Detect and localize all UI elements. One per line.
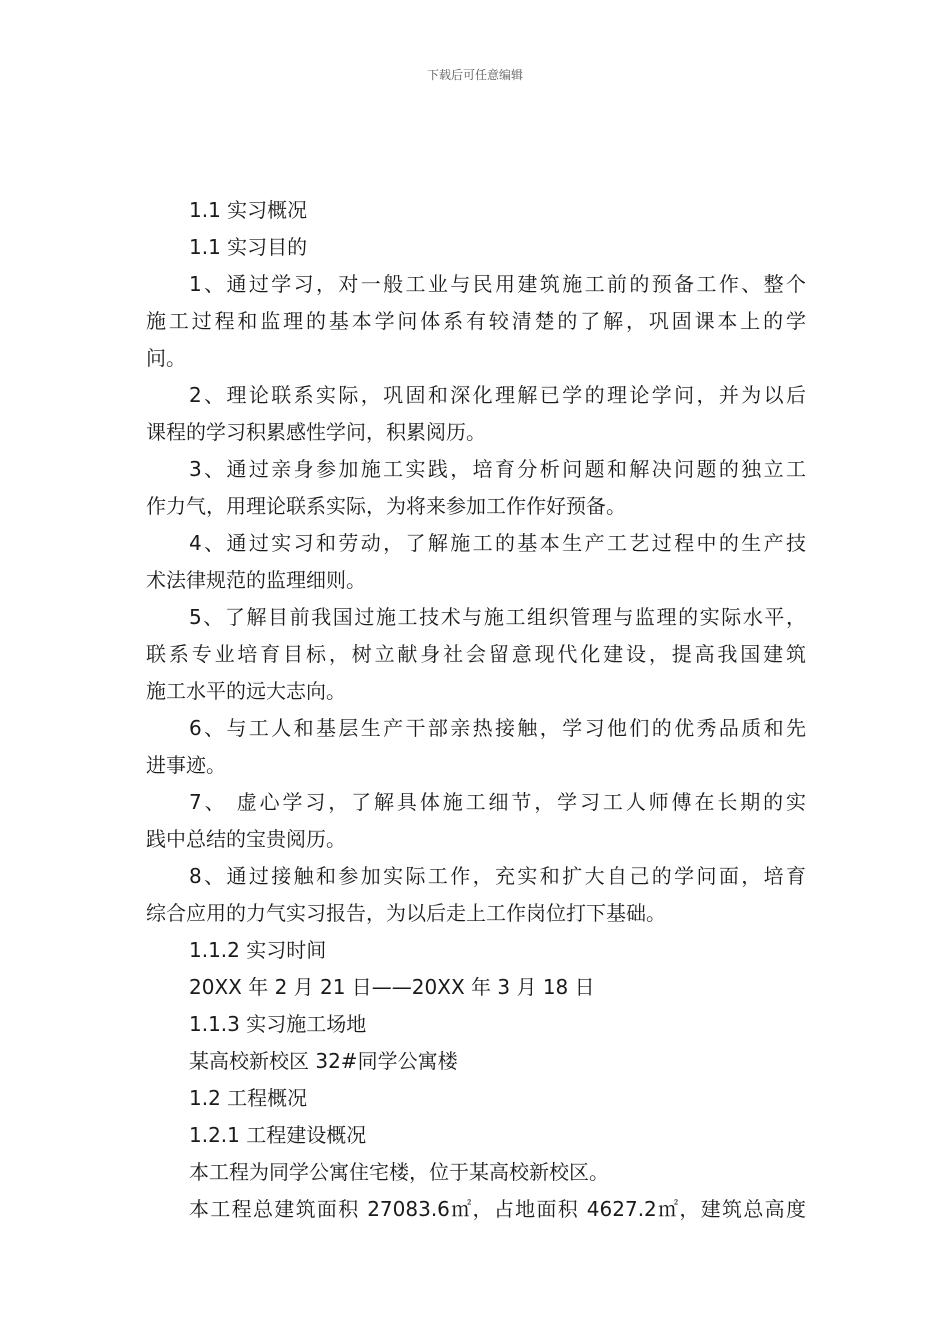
paragraph-line: 施工过程和监理的基本学问体系有较清楚的了解，巩固课本上的学 [146, 309, 806, 333]
paragraph-line: 1、通过学习，对一般工业与民用建筑施工前的预备工作、整个 [189, 272, 806, 296]
paragraph-line: 作力气，用理论联系实际，为将来参加工作作好预备。 [146, 494, 626, 518]
paragraph-line: 2、理论联系实际，巩固和深化理解已学的理论学问，并为以后 [189, 383, 806, 407]
paragraph-line: 践中总结的宝贵阅历。 [146, 827, 346, 851]
paragraph-line: 术法律规范的监理细则。 [146, 568, 366, 592]
section-heading: 1.2.1 工程建设概况 [189, 1123, 367, 1147]
paragraph-line: 本工程为同学公寓住宅楼，位于某高校新校区。 [189, 1160, 609, 1184]
page-header: 下载后可任意编辑 [426, 68, 523, 82]
paragraph-line: 3、通过亲身参加施工实践，培育分析问题和解决问题的独立工 [189, 457, 806, 481]
paragraph-line: 本工程总建筑面积 27083.6㎡，占地面积 4627.2㎡，建筑总高度 [189, 1197, 806, 1221]
paragraph-line: 某高校新校区 32#同学公寓楼 [189, 1049, 458, 1073]
section-heading: 1.2 工程概况 [189, 1086, 308, 1110]
paragraph-line: 联系专业培育目标，树立献身社会留意现代化建设，提高我国建筑 [146, 642, 806, 666]
paragraph-line: 6、与工人和基层生产干部亲热接触，学习他们的优秀品质和先 [189, 716, 806, 740]
section-heading: 1.1.2 实习时间 [189, 938, 327, 962]
paragraph-line: 课程的学习积累感性学问，积累阅历。 [146, 420, 486, 444]
paragraph-line: 施工水平的远大志向。 [146, 679, 346, 703]
paragraph-line: 7、 虚心学习，了解具体施工细节，学习工人师傅在长期的实 [189, 790, 806, 814]
paragraph-line: 4、通过实习和劳动，了解施工的基本生产工艺过程中的生产技 [189, 531, 806, 555]
paragraph-line: 综合应用的力气实习报告，为以后走上工作岗位打下基础。 [146, 901, 666, 925]
document-body [146, 192, 806, 1228]
paragraph-line: 8、通过接触和参加实际工作，充实和扩大自己的学问面，培育 [189, 864, 806, 888]
paragraph-line: 20XX 年 2 月 21 日——20XX 年 3 月 18 日 [189, 975, 595, 999]
paragraph-line: 问。 [146, 346, 186, 370]
paragraph-line: 5、了解目前我国过施工技术与施工组织管理与监理的实际水平， [189, 605, 806, 629]
section-heading: 1.1 实习目的 [189, 235, 308, 259]
paragraph-line: 进事迹。 [146, 753, 226, 777]
section-heading: 1.1 实习概况 [189, 198, 308, 222]
section-heading: 1.1.3 实习施工场地 [189, 1012, 367, 1036]
